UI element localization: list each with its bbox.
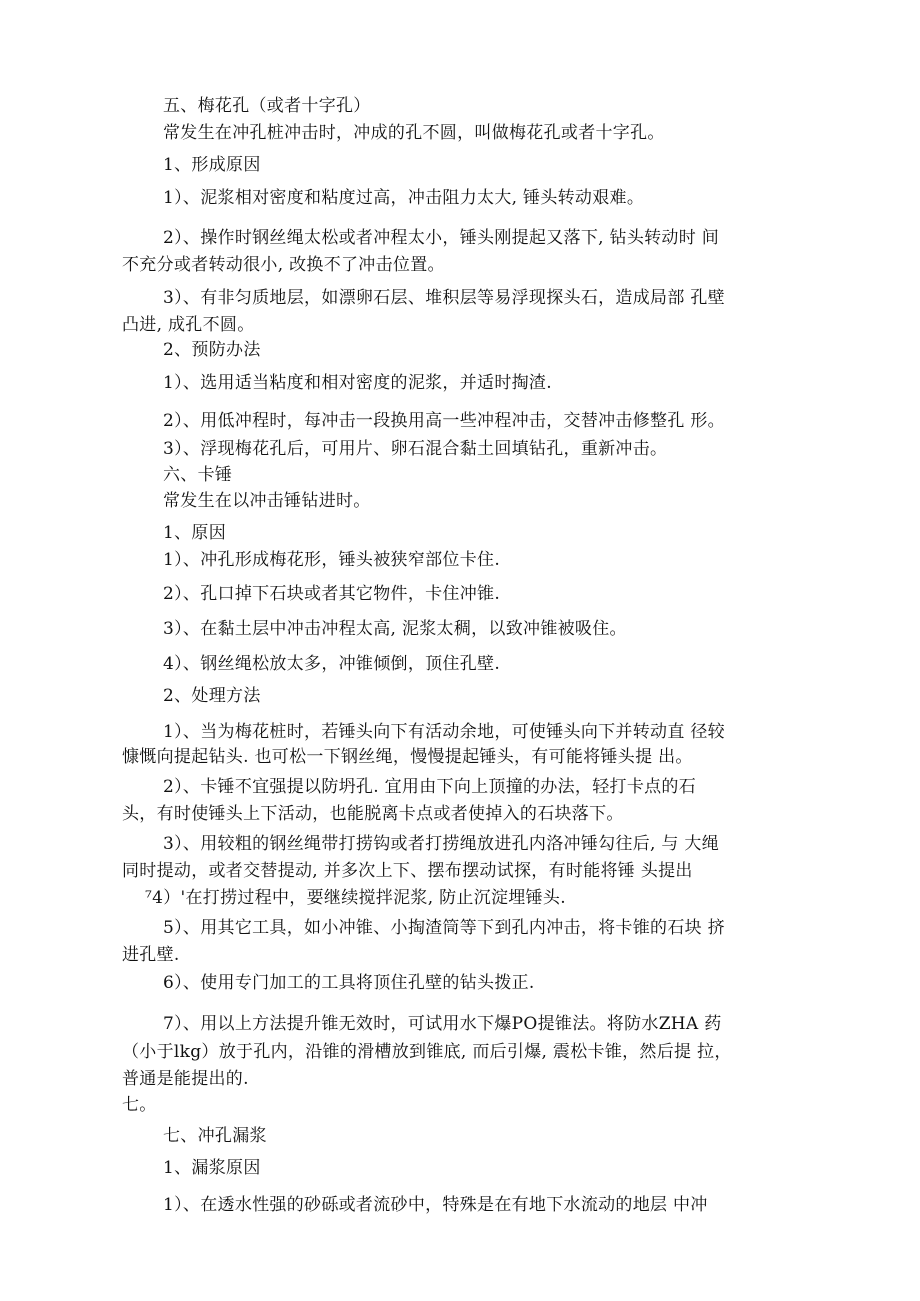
- list-item: 1）、当为梅花桩时，若锤头向下有活动余地，可使锤头向下并转动直 径较: [163, 722, 725, 742]
- list-item: 2）、孔口掉下石块或者其它物件，卡住冲锥.: [163, 584, 501, 604]
- subheading-cause: 1、形成原因: [163, 155, 261, 175]
- paragraph-line: 凸进, 成孔不圆。: [122, 315, 255, 335]
- list-item: 2）、操作时钢丝绳太松或者冲程太小，锤头刚提起又落下, 钻头转动时 间: [163, 228, 720, 248]
- list-item: 2）、用低冲程时，每冲击一段换用高一些冲程冲击，交替冲击修整孔 形。: [163, 411, 725, 431]
- subheading-treatment: 2、处理方法: [163, 686, 261, 706]
- paragraph-line: 普通是能提出的.: [122, 1069, 249, 1089]
- section-heading-7: 七、冲孔漏浆: [163, 1126, 267, 1146]
- paragraph-line: 常发生在以冲击锤钻进时。: [163, 491, 371, 511]
- paragraph-line: 慷慨向提起钻头. 也可松一下钢丝绳，慢慢提起锤头，有可能将锤头提 出。: [122, 747, 693, 767]
- paragraph-line: 同时提动，或者交替提动, 并多次上下、摆布摆动试探，有时能将锤 头提出: [122, 861, 693, 881]
- list-item: 2）、卡锤不宜强提以防坍孔. 宜用由下向上顶撞的办法，轻打卡点的石: [163, 777, 697, 797]
- paragraph-line: （小于lkg）放于孔内，沿锥的滑槽放到锥底, 而后引爆, 震松卡锥，然后提 拉，: [122, 1042, 732, 1062]
- paragraph-line: 不充分或者转动很小, 改换不了冲击位置。: [122, 255, 445, 275]
- paragraph-line: 头，有时使锤头上下活动，也能脱离卡点或者使掉入的石块落下。: [122, 804, 624, 824]
- list-item: 1）、在透水性强的砂砾或者流砂中，特殊是在有地下水流动的地层 中冲: [163, 1195, 708, 1215]
- paragraph-line: 进孔壁.: [122, 945, 180, 965]
- paragraph-line: 常发生在冲孔桩冲击时，冲成的孔不圆，叫做梅花孔或者十字孔。: [163, 123, 665, 143]
- list-item: ⁷4）'在打捞过程中，要继续搅拌泥浆, 防止沉淀埋锤头.: [145, 888, 566, 908]
- list-item: 3）、用较粗的钢丝绳带打捞钩或者打捞绳放进孔内洛冲锤勾往后, 与 大绳: [163, 834, 720, 854]
- list-item: 3）、在黏土层中冲击冲程太高, 泥浆太稠，以致冲锥被吸住。: [163, 619, 627, 639]
- list-item: 7）、用以上方法提升锥无效时，可试用水下爆PO提锥法。将防水ZHA 药: [163, 1014, 722, 1034]
- list-item: 1）、冲孔形成梅花形，锤头被狭窄部位卡住.: [163, 550, 501, 570]
- subheading-cause: 1、漏浆原因: [163, 1158, 261, 1178]
- paragraph-line: 七。: [122, 1095, 157, 1115]
- list-item: 3）、浮现梅花孔后，可用片、卵石混合黏土回填钻孔，重新冲击。: [163, 439, 668, 459]
- list-item: 1）、泥浆相对密度和粘度过高，冲击阻力太大, 锤头转动艰难。: [163, 188, 645, 208]
- list-item: 1）、选用适当粘度和相对密度的泥浆，并适时掏渣.: [163, 373, 552, 393]
- list-item: 5）、用其它工具，如小冲锥、小掏渣筒等下到孔内冲击，将卡锥的石块 挤: [163, 918, 725, 938]
- list-item: 3）、有非匀质地层，如漂卵石层、堆积层等易浮现探头石，造成局部 孔壁: [163, 288, 725, 308]
- subheading-cause: 1、原因: [163, 523, 227, 543]
- section-heading-6: 六、卡锤: [163, 465, 233, 485]
- list-item: 6）、使用专门加工的工具将顶住孔壁的钻头拨正.: [163, 973, 535, 993]
- list-item: 4）、钢丝绳松放太多，冲锥倾倒，顶住孔壁.: [163, 654, 501, 674]
- section-heading-5: 五、梅花孔（或者十字孔）: [163, 96, 371, 116]
- subheading-prevention: 2、预防办法: [163, 340, 261, 360]
